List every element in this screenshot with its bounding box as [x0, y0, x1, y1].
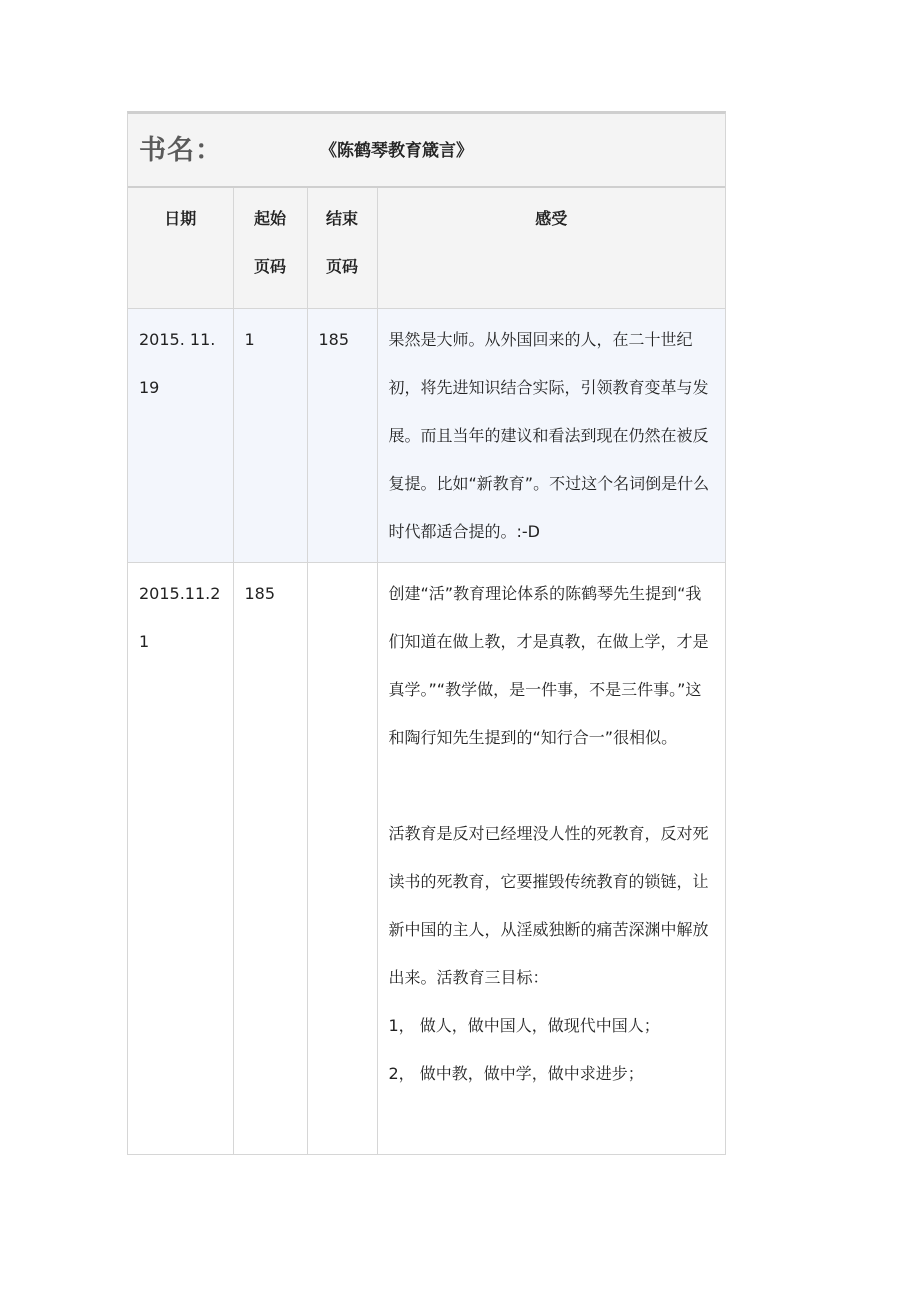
feeling-paragraph: 1， 做人，做中国人，做现代中国人； [388, 1016, 660, 1035]
feeling-paragraph: 创建“活”教育理论体系的陈鹤琴先生提到“我们知道在做上教，才是真教，在做上学，才是真学。”“教学做，是一件事，不是三件事。”这和陶行知先生提到的“知行合一”很相似。 [388, 584, 709, 747]
header-start-page: 起始 页码 [233, 188, 307, 309]
cell-feeling: 果然是大师。从外国回来的人，在二十世纪初，将先进知识结合实际，引领教育变革与发展。而且当年的建议和看法到现在仍然在被反复提。比如“新教育”。不过这个名词倒是什么时代都适合提的。:-D [377, 309, 725, 563]
cell-start-page: 1 [233, 309, 307, 563]
log-grid [128, 188, 725, 1155]
cell-date: 2015.11.21 [128, 563, 233, 1155]
reading-log-table [127, 111, 726, 1155]
header-row [128, 188, 725, 309]
feeling-paragraph: 活教育是反对已经埋没人性的死教育，反对死读书的死教育，它要摧毁传统教育的锁链，让新中国的主人，从淫威独断的痛苦深渊中解放出来。活教育三目标： [388, 824, 709, 987]
cell-end-page [307, 563, 377, 1155]
header-feeling: 感受 [377, 188, 725, 309]
cell-date: 2015. 11. 19 [128, 309, 233, 563]
table-row [128, 563, 725, 1155]
table-row [128, 309, 725, 563]
book-title-row [128, 114, 725, 188]
book-title: 《陈鹤琴教育箴言》 [320, 141, 473, 161]
header-end-page: 结束 页码 [307, 188, 377, 309]
feeling-paragraph: 2， 做中教，做中学，做中求进步； [388, 1064, 644, 1083]
book-label: 书名： [139, 135, 223, 166]
cell-end-page: 185 [307, 309, 377, 563]
header-date: 日期 [128, 188, 233, 309]
cell-feeling [377, 563, 725, 1155]
cell-start-page: 185 [233, 563, 307, 1155]
